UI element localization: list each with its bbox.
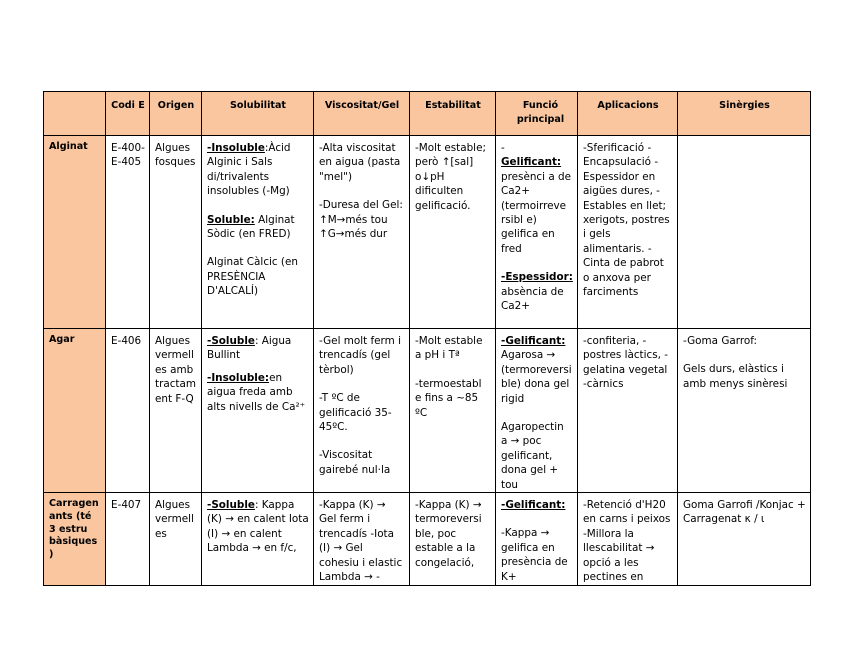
applications-cell: -confiteria, -postres làctics, -gelatina vegetal -càrnics [578, 329, 678, 493]
stability-line: -Molt estable a pH i Tª [415, 335, 483, 362]
synergies-cell [678, 136, 811, 329]
viscosity-cell [314, 329, 410, 493]
synergies-cell: Goma Garrofi /Konjac + Carragenat κ / ι [678, 493, 811, 585]
synergies-line: Gels durs, elàstics i amb menys sinèresi [683, 363, 788, 390]
solubility-soluble: Soluble: Alginat Sòdic (en FRED) [207, 213, 295, 241]
stability-cell: -Molt estable; però ↑[sal] o↓pH dificulten gelificació. [410, 136, 496, 329]
function-gel: -Gelificant: [501, 499, 566, 512]
function-dash: - [501, 142, 505, 154]
solubility-insoluble: -Insoluble:Àcid Alginic i Sals di/trivalents insolubles (-Mg) [207, 142, 291, 198]
solubility-cell [202, 493, 314, 585]
row-name: Carragenants (té 3 estru bàsiques) [44, 493, 106, 585]
viscosity-line: -Alta viscositat en aigua (pasta "mel") [319, 142, 401, 183]
header-cell-corner [44, 92, 106, 136]
header-cell-viscosity: Viscositat/Gel [314, 92, 410, 136]
header-row [44, 92, 811, 136]
stability-line: -termoestabl e fins a ~85 ºC [415, 377, 482, 419]
code-cell: E-406 [106, 329, 150, 493]
solubility-insoluble: -Insoluble:en aigua freda amb alts nivells de Ca²⁺ [207, 371, 306, 413]
viscosity-line: -Viscositat gairebé nul·la [319, 449, 391, 476]
origin-cell: Algues vermelles [150, 493, 202, 585]
header-cell-code: Codi E [106, 92, 150, 136]
origin-cell: Algues vermelles amb tractament F-Q [150, 329, 202, 493]
header-cell-stability: Estabilitat [410, 92, 496, 136]
function-cell [496, 329, 578, 493]
viscosity-cell [314, 136, 410, 329]
solubility-cell [202, 136, 314, 329]
table-row [44, 493, 811, 585]
header-cell-function: Funció principal [496, 92, 578, 136]
header-cell-solubility: Solubilitat [202, 92, 314, 136]
solubility-soluble: -Soluble: Kappa (K) → en calent Iota (I) → en calent Lambda → en f/c, [207, 499, 309, 555]
row-name: Alginat [44, 136, 106, 329]
stability-cell: -Kappa (K) → termoreversi ble, poc estable a la congelació, [410, 493, 496, 585]
solubility-soluble: -Soluble: Aigua Bullint [207, 335, 292, 362]
viscosity-cell: -Kappa (K) → Gel ferm i trencadís -Iota (I) → Gel cohesiu i elastic Lambda → - [314, 493, 410, 585]
table-row [44, 329, 811, 493]
origin-cell: Algues fosques [150, 136, 202, 329]
code-cell: E-400-E-405 [106, 136, 150, 329]
synergies-cell [678, 329, 811, 493]
applications-cell: -Sferificació -Encapsulació -Espessidor en aigües dures, -Estables en llet; xerigots, postres i gels alimentaris. -Cinta de pabrot o anxova per farciments [578, 136, 678, 329]
viscosity-line: -Duresa del Gel: ↑M→més tou ↑G→més dur [319, 199, 403, 241]
solubility-calcic: Alginat Càlcic (en PRESÈNCIA D'ALCALÍ) [207, 256, 298, 298]
food-additives-table [43, 91, 811, 586]
stability-cell [410, 329, 496, 493]
synergies-line: -Goma Garrof: [683, 335, 758, 347]
function-cell [496, 493, 578, 585]
viscosity-line: -Gel molt ferm i trencadís (gel tèrbol) [319, 335, 401, 376]
function-cell [496, 136, 578, 329]
header-cell-applications: Aplicacions [578, 92, 678, 136]
viscosity-line: -T ºC de gelificació 35-45ºC. [319, 392, 392, 434]
header-cell-synergies: Sinèrgies [678, 92, 811, 136]
row-name: Agar [44, 329, 106, 493]
function-gel: Gelificant: presènci a de Ca2+ (termoirreve rsibl e) gelifica en fred [501, 156, 571, 255]
function-gel: -Gelificant: Agarosa → (termoreversi ble) dona gel rigid [501, 335, 572, 405]
solubility-cell [202, 329, 314, 493]
applications-cell: -Retenció d'H20 en carns i peixos -Millora la llescabilitat → opció a les pectines en [578, 493, 678, 585]
header-cell-origin: Origen [150, 92, 202, 136]
function-thick: -Espessidor: absència de Ca2+ [501, 271, 573, 313]
code-cell: E-407 [106, 493, 150, 585]
table-row [44, 136, 811, 329]
function-line: -Kappa → gelifica en presència de K+ [501, 527, 568, 583]
function-line: Agaropectin a → poc gelificant, dona gel + tou [501, 421, 564, 491]
